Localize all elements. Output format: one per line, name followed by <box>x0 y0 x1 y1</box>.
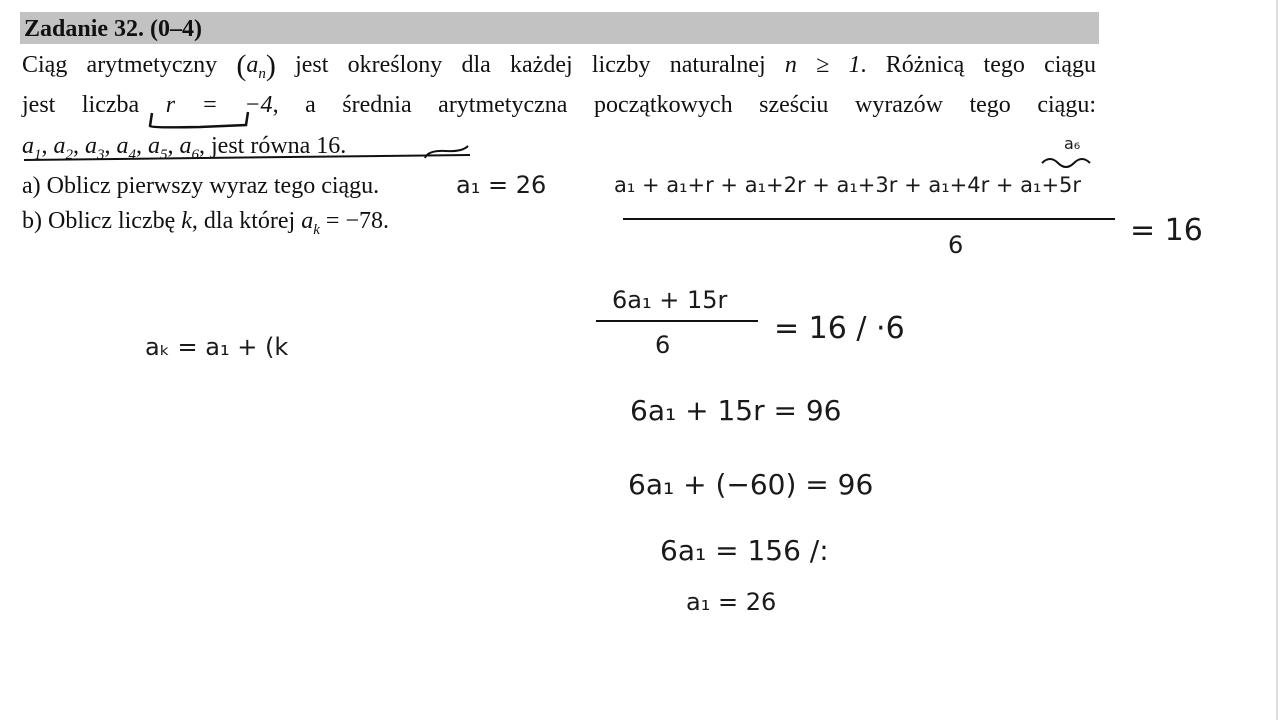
step1-denominator: 6 <box>655 331 671 359</box>
sequence-term: $a_6$ <box>179 133 199 163</box>
sequence-term: $a_1$ <box>22 133 42 163</box>
a6-label: a₆ <box>1064 134 1081 153</box>
part-a-question: a) Oblicz pierwszy wyraz tego ciągu. <box>22 173 380 199</box>
task-line-3 <box>22 131 1096 170</box>
part-b-question: b) Oblicz liczbę k, dla której $a_k = -78$. <box>22 208 389 238</box>
text-segment: . Różnicą tego ciągu <box>860 52 1097 78</box>
step4: 6a₁ = 156 /: <box>660 534 829 567</box>
sequence-term: $a_3$ <box>85 133 105 163</box>
step3: 6a₁ + (−60) = 96 <box>628 468 874 501</box>
sequence-symbol: $(a_n)$ <box>236 49 276 82</box>
part-b-work: aₖ = a₁ + (k <box>145 333 289 361</box>
comma-separator: , <box>199 133 211 159</box>
sequence-terms <box>22 133 211 163</box>
sequence-term: $a_5$ <box>148 133 168 163</box>
page-edge-divider <box>1276 0 1278 720</box>
step1-numerator: 6a₁ + 15r <box>612 286 728 314</box>
comma-separator: , <box>104 133 117 159</box>
text-segment: jest liczba <box>22 92 140 118</box>
task-line-1 <box>22 50 1096 89</box>
comma-separator: , <box>167 133 180 159</box>
mean-numerator: a₁ + a₁+r + a₁+2r + a₁+3r + a₁+4r + a₁+5r <box>614 173 1082 197</box>
step1-rhs: = 16 / ·6 <box>774 311 905 346</box>
sequence-term: $a_4$ <box>116 133 136 163</box>
text-segment: jest określony dla każdej liczby naturalnej <box>295 52 766 78</box>
mean-denominator: 6 <box>948 231 964 259</box>
text-segment: Ciąg arytmetyczny <box>22 52 218 78</box>
comma-separator: , <box>73 133 85 159</box>
mean-equals: = 16 <box>1130 213 1203 248</box>
sequence-term: $a_2$ <box>53 133 73 163</box>
difference-expression: r = −4 <box>165 92 273 118</box>
condition-expression: n ≥ 1 <box>784 52 861 78</box>
task-line-2 <box>22 90 1096 120</box>
task-title: Zadanie 32. (0–4) <box>24 16 203 42</box>
text-segment: jest równa 16. <box>211 133 347 159</box>
step5: a₁ = 26 <box>686 588 777 616</box>
step2: 6a₁ + 15r = 96 <box>630 394 842 427</box>
comma-separator: , <box>41 133 54 159</box>
text-segment: , a średnia arytmetyczna początkowych sześciu wyrazów tego ciągu: <box>272 92 1096 118</box>
comma-separator: , <box>136 133 148 159</box>
answer-a: a₁ = 26 <box>456 171 547 199</box>
